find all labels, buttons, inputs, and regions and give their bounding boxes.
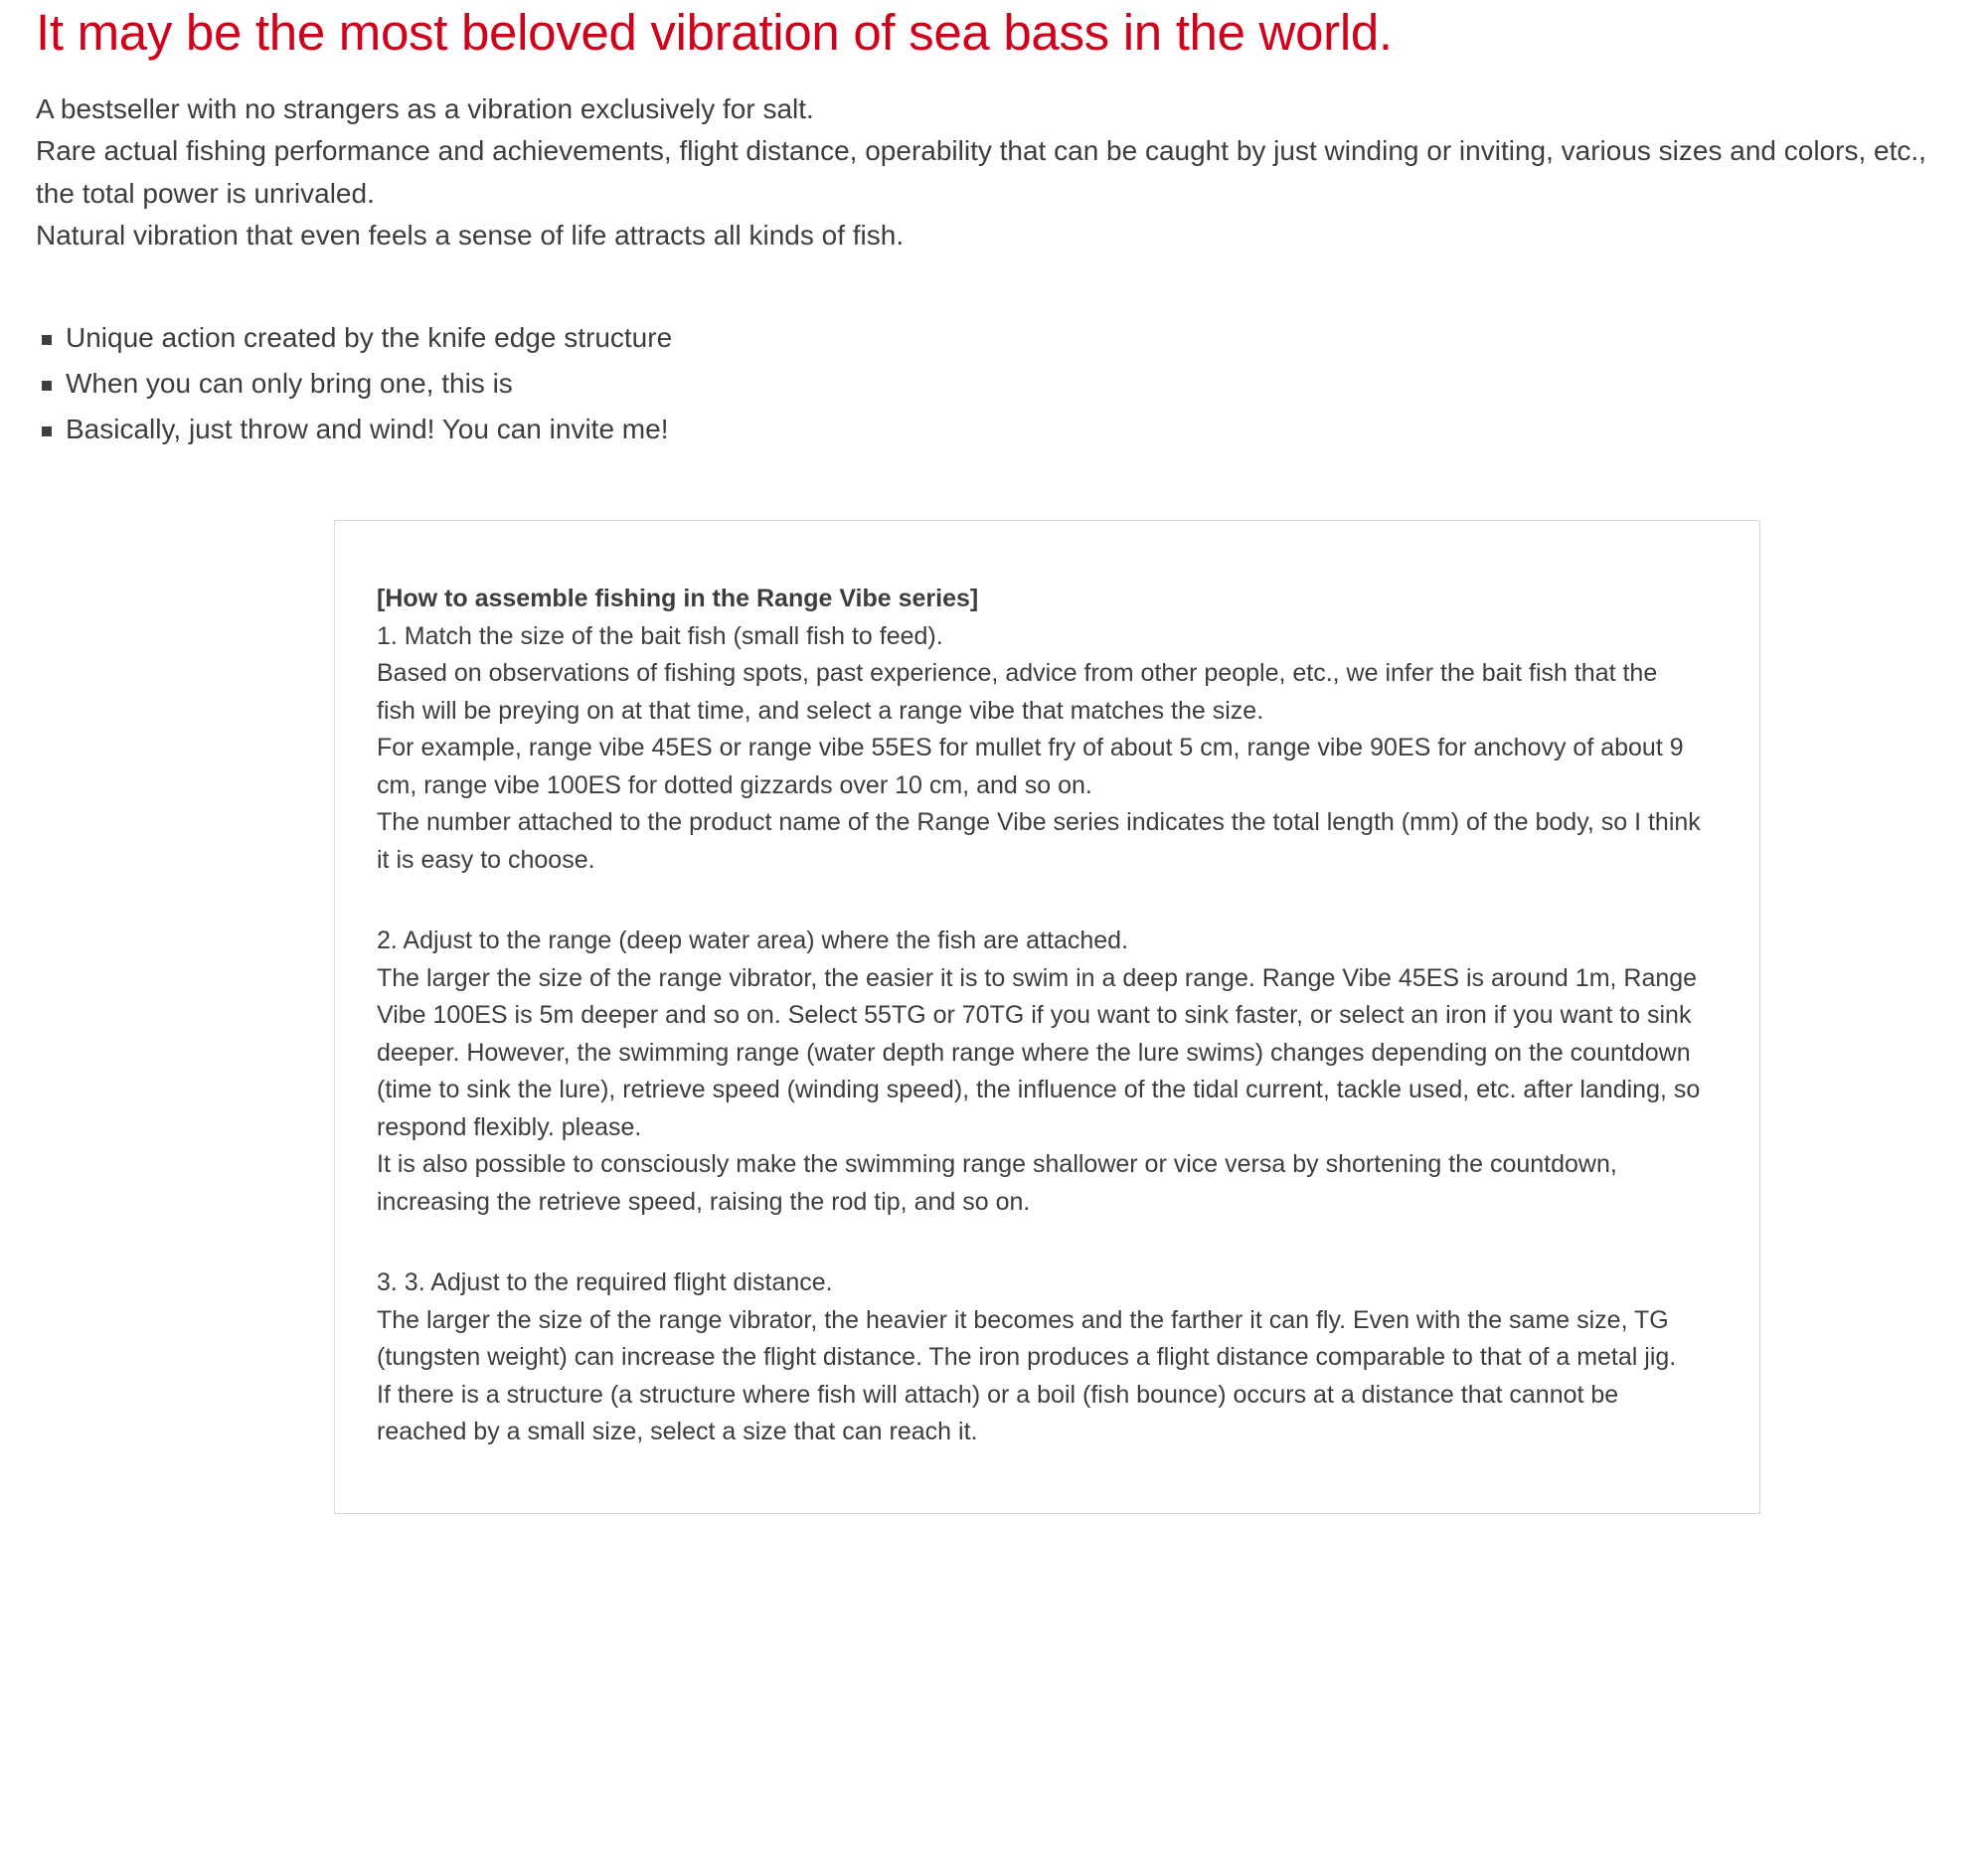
step-1-line-4: The number attached to the product name of the Range Vibe series indicates the total length (mm) of the body, so I think it is easy to choose. <box>377 808 1701 874</box>
step-1-line-2: Based on observations of fishing spots, past experience, advice from other people, etc., we infer the bait fish that the fish will be preying on at that time, and select a range vibe that matches the size. <box>377 659 1658 725</box>
page-title: It may be the most beloved vibration of sea bass in the world. <box>36 4 1393 61</box>
step-1-line-1: 1. Match the size of the bait fish (small fish to feed). <box>377 621 943 650</box>
step-1-line-3: For example, range vibe 45ES or range vibe 55ES for mullet fry of about 5 cm, range vibe 90ES for anchovy of about 9 cm, range vibe 100ES for dotted gizzards over 10 cm, and so on. <box>377 734 1684 799</box>
how-to-step-1 <box>377 618 1702 880</box>
intro-line-1: A bestseller with no strangers as a vibration exclusively for salt. <box>36 92 814 124</box>
step-3-line-3: If there is a structure (a structure where fish will attach) or a boil (fish bounce) occurs at a distance that cannot be reached by a small size, select a size that can reach it. <box>377 1380 1619 1446</box>
intro-paragraphs <box>36 88 1952 257</box>
list-item: Unique action created by the knife edge structure <box>36 315 1952 361</box>
how-to-panel-title: [How to assemble fishing in the Range Vibe series] <box>377 585 979 613</box>
how-to-step-2 <box>377 923 1702 1221</box>
intro-line-2: Rare actual fishing performance and achievements, flight distance, operability that can be caught by just winding or inviting, various sizes and colors, etc., the total power is unrivaled. <box>36 135 1926 209</box>
how-to-step-3 <box>377 1264 1702 1451</box>
step-2-line-3: It is also possible to consciously make the swimming range shallower or vice versa by shortening the countdown, increasing the retrieve speed, raising the rod tip, and so on. <box>377 1150 1617 1216</box>
feature-bullet-list <box>36 315 1952 453</box>
list-item: Basically, just throw and wind! You can invite me! <box>36 407 1952 452</box>
list-item: When you can only bring one, this is <box>36 361 1952 407</box>
step-3-line-2: The larger the size of the range vibrator, the heavier it becomes and the farther it can fly. Even with the same size, TG (tungsten weight) can increase the flight distance. The iron produces a flight distance comparable to that of a metal jig. <box>377 1305 1677 1372</box>
step-3-line-1: 3. 3. Adjust to the required flight distance. <box>377 1268 833 1297</box>
step-2-line-1: 2. Adjust to the range (deep water area) where the fish are attached. <box>377 926 1129 955</box>
step-2-line-2: The larger the size of the range vibrator, the easier it is to swim in a deep range. Range Vibe 45ES is around 1m, Range Vibe 100ES is 5m deeper and so on. Select 55TG or 70TG if you want to sink faster, or select an iron if you want to sink deeper. However, the swimming range (water depth range where the lure swims) changes depending on the countdown (time to sink the lure), retrieve speed (winding speed), the influence of the tidal current, tackle used, etc. after landing, so respond flexibly. please. <box>377 963 1701 1141</box>
intro-line-3: Natural vibration that even feels a sense of life attracts all kinds of fish. <box>36 220 905 252</box>
how-to-panel <box>334 520 1760 1514</box>
